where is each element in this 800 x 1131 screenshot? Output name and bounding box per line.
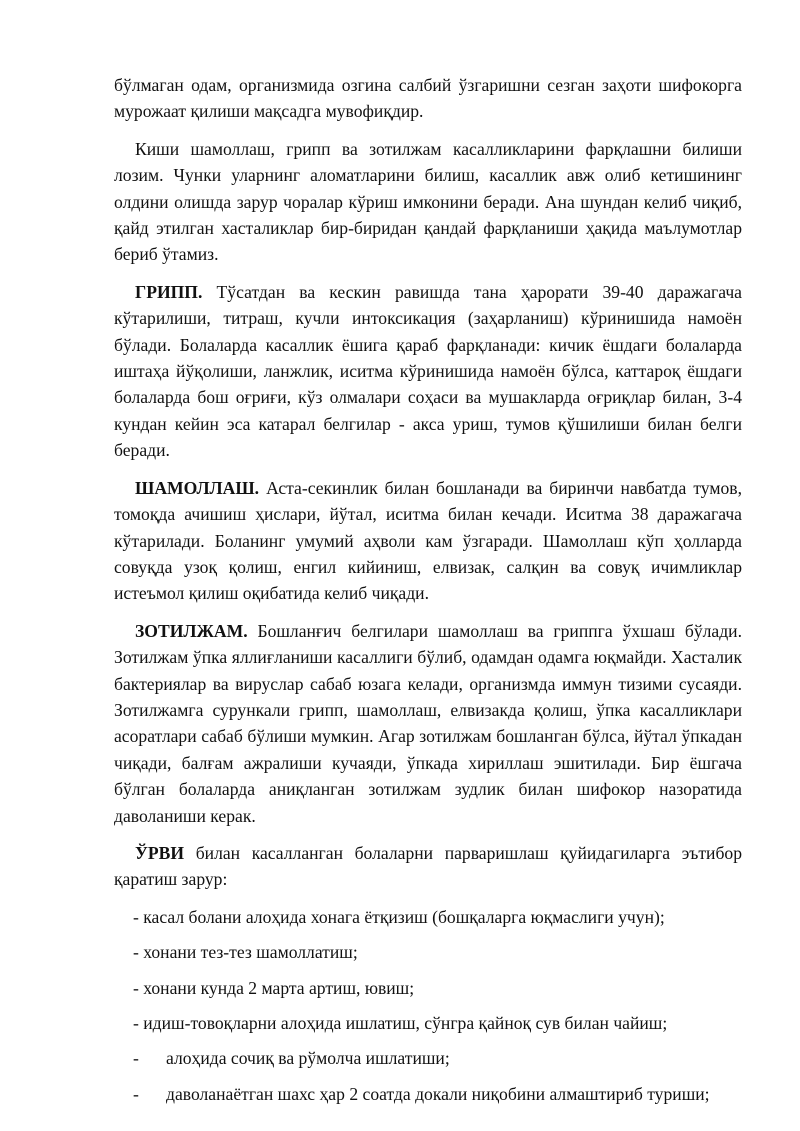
term-shamollash: ШАМОЛЛАШ.: [135, 477, 260, 498]
text-orvi: билан касалланган болаларни парваришлаш қуйидагиларга эътибор қаратиш зарур:: [114, 842, 742, 890]
list-item-text: даволанаётган шахс ҳар 2 соатда докали ниқобини алмаштириб туриши;: [166, 1083, 710, 1104]
paragraph-grip: [114, 279, 742, 464]
term-zotiljam: ЗОТИЛЖАМ.: [135, 620, 248, 641]
paragraph-shamollash: [114, 475, 742, 607]
paragraph-zotiljam: [114, 618, 742, 829]
list-item-dash: [114, 1081, 742, 1107]
term-grip: ГРИПП.: [135, 281, 203, 302]
term-orvi: ЎРВИ: [135, 842, 185, 863]
paragraph-distinguish: Киши шамоллаш, грипп ва зотилжам касалликларини фарқлашни билиши лозим. Чунки уларнинг аломатларини билиш, касаллик авж олиб кетишининг олдини олишда зарур чоралар кўриш имконини беради. Ана шундан келиб чиқиб, қайд этилган хасталиклар бир-биридан қандай фарқланиши ҳақида маълумотлар бериб ўтамиз.: [114, 138, 742, 265]
paragraph-orvi: [114, 840, 742, 893]
list-item: - касал болани алоҳида хонага ётқизиш (бошқаларга юқмаслиги учун);: [133, 906, 665, 927]
paragraph-intro: бўлмаган одам, организмида озгина салбий ўзгаришни сезган заҳоти шифокорга мурожаат қилиши мақсадга мувофиқдир.: [114, 75, 742, 122]
list-dash: -: [133, 1048, 139, 1069]
list-dash: -: [133, 1083, 139, 1104]
list-item: - идиш-товоқларни алоҳида ишлатиш, сўнгра қайноқ сув билан чайиш;: [133, 1013, 668, 1033]
text-grip: Тўсатдан ва кескин равишда тана ҳарорати 39-40 даражагача кўтарилиши, титраш, кучли интоксикация (заҳарланиш) кўринишида намоён бўлади. Болаларда касаллик ёшига қараб фарқланади: кичик ёшдаги болаларда иштаҳа йўқолиши, ланжлик, иситма кўринишида намоён бўлса, каттароқ ёшдаги болаларда бош оғриғи, кўз олмалари соҳаси ва мушакларда оғриқлар билан, 3-4 кундан кейин эса катарал белгилар - акса уриш, тумов қўшилиши билан белги беради.: [114, 281, 742, 461]
list-item: - хонани тез-тез шамоллатиш;: [133, 942, 358, 963]
text-shamollash: Аста-секинлик билан бошланади ва биринчи навбатда тумов, томоқда ачишиш ҳислари, йўтал, иситма билан кечади. Иситма 38 даражагача кўтарилади. Боланинг умумий аҳволи кам ўзгаради. Шамоллаш кўп ҳолларда совуқда узоқ қолиш, енгил кийиниш, елвизак, салқин ва совуқ ичимликлар истеъмол қилиш оқибатида келиб чиқади.: [114, 477, 742, 604]
list-item-text: алоҳида сочиқ ва рўмолча ишлатиши;: [166, 1048, 450, 1069]
text-zotiljam: Бошланғич белгилари шамоллаш ва гриппга ўхшаш бўлади. Зотилжам ўпка яллиғланиши касаллиги бўлиб, одамдан одамга юқмайди. Хасталик бактериялар ва вируслар сабаб юзага келади, организмда иммун тизими сусаяди. Зотилжамга сурункали грипп, шамоллаш, елвизакда қолиш, ўпка касалликлари асоратлари сабаб бўлиши мумкин. Агар зотилжам бошланган бўлса, йўтал ўпкадан чиқади, балғам ажралиши кучаяди, ўпкада хириллаш эшитилади. Бир ёшгача бўлган болаларда аниқланган зотилжам зудлик билан шифокор назоратида даволаниши керак.: [114, 620, 742, 826]
list-item: - хонани кунда 2 марта артиш, ювиш;: [133, 977, 415, 998]
list-item-dash: [114, 1045, 742, 1071]
document-body: [114, 72, 742, 1116]
